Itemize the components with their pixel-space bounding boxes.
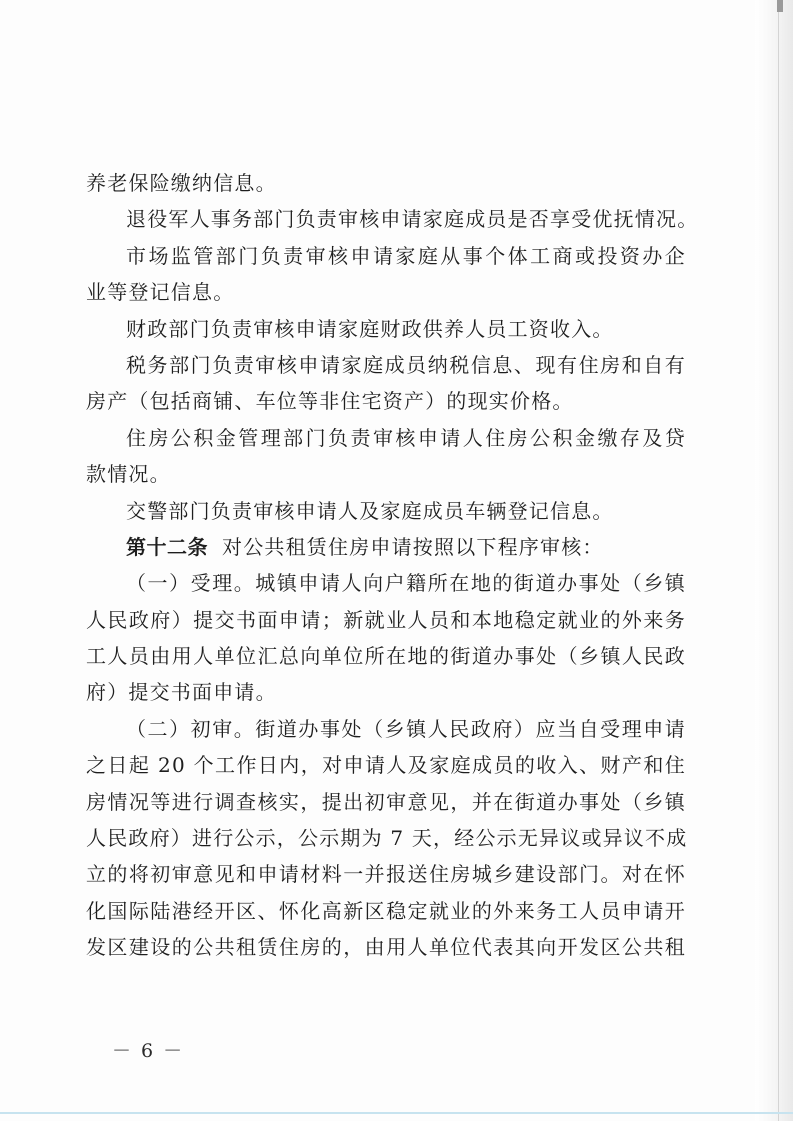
text-line: 住房公积金管理部门负责审核申请人住房公积金缴存及贷 xyxy=(126,425,686,450)
scan-edge-shadow xyxy=(755,0,793,1121)
text-line: 房情况等进行调查核实，提出初审意见，并在街道办事处（乡镇 xyxy=(86,789,686,814)
text-line: 人民政府）进行公示，公示期为 7 天，经公示无异议或异议不成 xyxy=(86,826,688,851)
text-line: 立的将初审意见和申请材料一并报送住房城乡建设部门。对在怀 xyxy=(86,862,686,887)
text-line: 房产（包括商铺、车位等非住宅资产）的现实价格。 xyxy=(86,389,574,414)
text-line: 财政部门负责审核申请家庭财政供养人员工资收入。 xyxy=(126,316,614,341)
text-line: （一）受理。城镇申请人向户籍所在地的街道办事处（乡镇 xyxy=(126,571,686,596)
article-line xyxy=(86,529,686,565)
page-number: － 6 － xyxy=(112,1040,185,1062)
text-line: 人民政府）提交书面申请；新就业人员和本地稳定就业的外来务 xyxy=(86,607,686,632)
scan-edge-mark xyxy=(777,0,783,12)
text-line: 款情况。 xyxy=(86,462,171,487)
article-title: 第十二条 xyxy=(126,534,208,559)
text-line: 工人员由用人单位汇总向单位所在地的街道办事处（乡镇人民政 xyxy=(86,644,686,669)
text-line: （二）初审。街道办事处（乡镇人民政府）应当自受理申请 xyxy=(126,716,686,741)
scan-edge-line xyxy=(778,0,779,1121)
text-line: 交警部门负责审核申请人及家庭成员车辆登记信息。 xyxy=(126,498,614,523)
text-line: 市场监管部门负责审核申请家庭从事个体工商或投资办企 xyxy=(126,243,686,268)
text-line: 之日起 20 个工作日内，对申请人及家庭成员的收入、财产和住 xyxy=(86,753,686,778)
text-line: 养老保险缴纳信息。 xyxy=(86,171,277,195)
scan-bottom-line xyxy=(0,1112,793,1114)
article-text: 对公共租赁住房申请按照以下程序审核： xyxy=(222,534,604,559)
text-line: 业等登记信息。 xyxy=(86,280,235,305)
text-line: 税务部门负责审核申请家庭成员纳税信息、现有住房和自有 xyxy=(126,352,686,377)
text-line: 府）提交书面申请。 xyxy=(86,680,277,705)
document-body xyxy=(86,165,699,966)
text-line: 化国际陆港经开区、怀化高新区稳定就业的外来务工人员申请开 xyxy=(86,898,686,923)
text-line: 发区建设的公共租赁住房的，由用人单位代表其向开发区公共租 xyxy=(86,935,686,960)
text-line: 退役军人事务部门负责审核申请家庭成员是否享受优抚情况。 xyxy=(126,207,699,232)
